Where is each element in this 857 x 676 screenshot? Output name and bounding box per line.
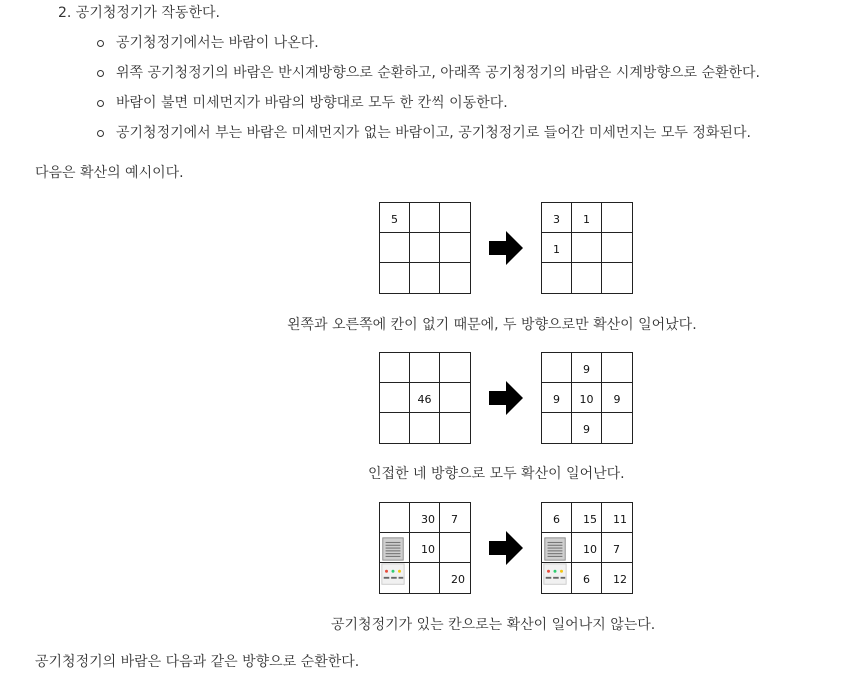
grid-cell — [380, 233, 410, 263]
grid-cell — [410, 563, 440, 593]
grid-cell — [602, 203, 632, 233]
grid-cell: 30 — [410, 503, 440, 533]
grid-cell — [440, 233, 470, 263]
grid-cell: 7 — [440, 503, 470, 533]
grid-cell — [380, 413, 410, 443]
grid-cell — [542, 413, 572, 443]
grid-before — [379, 352, 471, 444]
grid-cell — [380, 383, 410, 413]
air-purifier-icon — [542, 534, 568, 590]
grid-cell — [410, 413, 440, 443]
grid-cell: 10 — [572, 383, 602, 413]
grid-cell — [410, 353, 440, 383]
grid-after — [541, 202, 633, 294]
grid-cell: 1 — [572, 203, 602, 233]
grid-cell — [602, 233, 632, 263]
grid-cell — [572, 263, 602, 293]
grid-cell: 9 — [602, 383, 632, 413]
grid-cell — [380, 503, 410, 533]
grid-cell — [440, 383, 470, 413]
grid-cell: 10 — [572, 533, 602, 563]
right-arrow-icon — [489, 381, 523, 415]
grid-cell: 11 — [602, 503, 632, 533]
grid-cell — [440, 413, 470, 443]
bullet-icon — [97, 100, 104, 107]
grid-cell: 5 — [380, 203, 410, 233]
grid-cell: 9 — [542, 383, 572, 413]
air-purifier-icon — [380, 534, 406, 590]
bullet-text: 위쪽 공기청정기의 바람은 반시계방향으로 순환하고, 아래쪽 공기청정기의 바람은 시계방향으로 순환한다. — [116, 65, 761, 81]
bullet-icon — [97, 130, 104, 137]
bullet-text: 공기청정기에서는 바람이 나온다. — [116, 35, 319, 51]
grid-after — [541, 352, 633, 444]
grid-cell — [410, 233, 440, 263]
bullet-icon — [97, 70, 104, 77]
grid-cell — [440, 353, 470, 383]
grid-cell: 10 — [410, 533, 440, 563]
right-arrow-icon — [489, 231, 523, 265]
outro-text: 공기청정기의 바람은 다음과 같은 방향으로 순환한다. — [35, 654, 360, 670]
grid-cell — [542, 353, 572, 383]
example-caption: 공기청정기가 있는 칸으로는 확산이 일어나지 않는다. — [331, 617, 656, 633]
grid-cell: 1 — [542, 233, 572, 263]
grid-cell — [440, 533, 470, 563]
grid-cell — [542, 263, 572, 293]
grid-cell: 9 — [572, 413, 602, 443]
grid-cell — [380, 263, 410, 293]
right-arrow-icon — [489, 531, 523, 565]
grid-cell: 15 — [572, 503, 602, 533]
grid-cell — [602, 263, 632, 293]
grid-cell: 12 — [613, 573, 627, 586]
grid-cell — [602, 353, 632, 383]
grid-cell: 6 — [572, 563, 602, 593]
grid-cell: 6 — [542, 503, 572, 533]
step2-heading: 2. 공기청정기가 작동한다. — [58, 5, 220, 21]
grid-before — [379, 202, 471, 294]
grid-cell — [410, 263, 440, 293]
grid-cell: 3 — [542, 203, 572, 233]
bullet-icon — [97, 40, 104, 47]
grid-cell — [572, 233, 602, 263]
grid-cell — [440, 263, 470, 293]
bullet-text: 공기청정기에서 부는 바람은 미세먼지가 없는 바람이고, 공기청정기로 들어간 미세먼지는 모두 정화된다. — [116, 125, 751, 141]
grid-cell: 9 — [572, 353, 602, 383]
grid-cell — [602, 413, 632, 443]
grid-cell: 7 — [602, 533, 632, 563]
grid-cell — [380, 353, 410, 383]
bullet-text: 바람이 불면 미세먼지가 바람의 방향대로 모두 한 칸씩 이동한다. — [116, 95, 508, 111]
example-caption: 인접한 네 방향으로 모두 확산이 일어난다. — [368, 466, 625, 482]
grid-cell: 46 — [410, 383, 440, 413]
intro-text: 다음은 확산의 예시이다. — [35, 165, 184, 181]
grid-cell — [410, 203, 440, 233]
grid-cell: 20 — [451, 573, 465, 586]
example-caption: 왼쪽과 오른쪽에 칸이 없기 때문에, 두 방향으로만 확산이 일어났다. — [287, 317, 697, 333]
grid-cell — [440, 203, 470, 233]
